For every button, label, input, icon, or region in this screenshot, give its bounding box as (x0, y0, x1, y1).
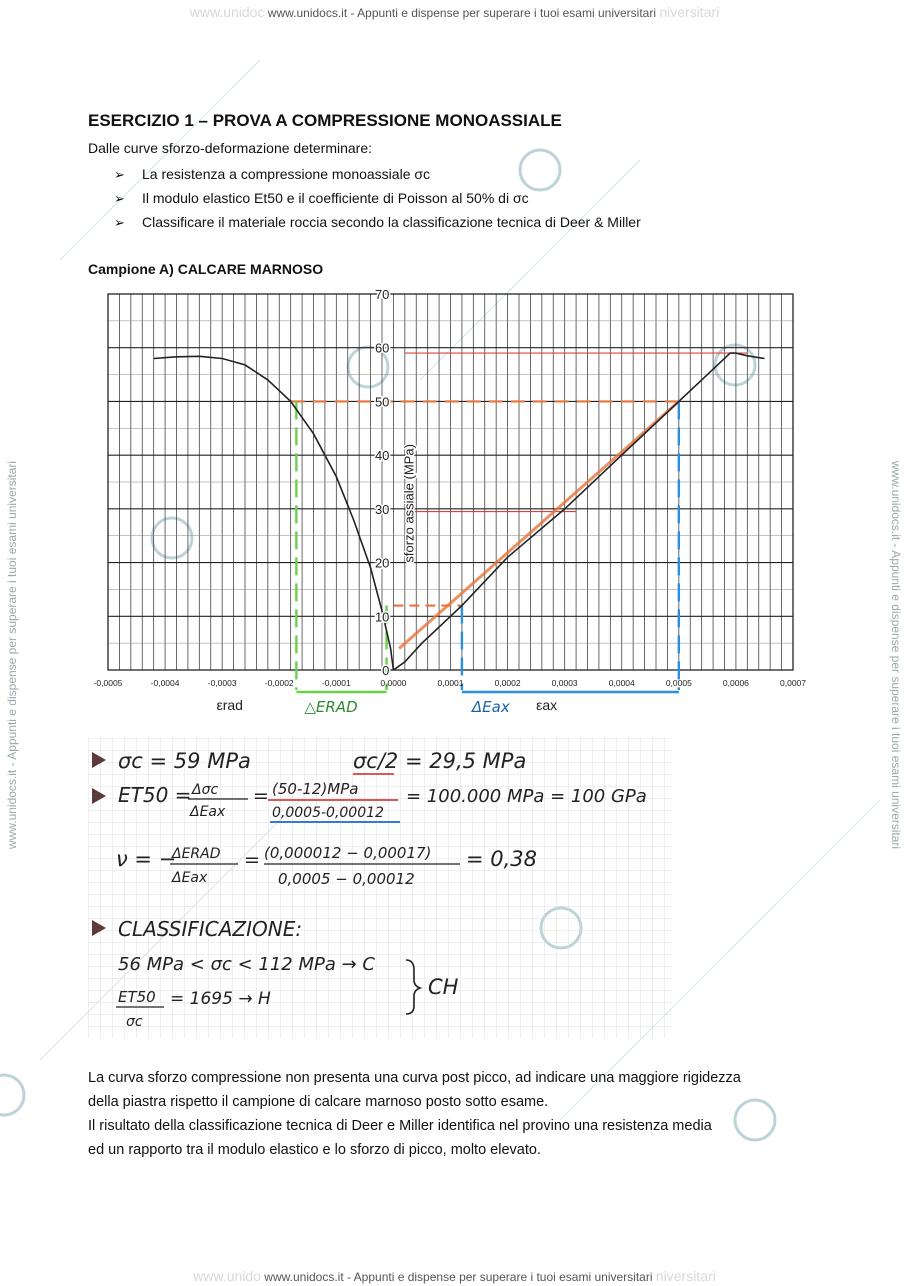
x-tick-label: -0,0001 (321, 678, 351, 688)
x-tick-label: -0,0002 (264, 678, 294, 688)
nu-num: (0,000012 − 0,00017) (264, 844, 432, 862)
y-tick-label: 30 (374, 501, 390, 517)
conclusion-text (88, 1066, 848, 1162)
exercise-title: ESERCIZIO 1 – PROVA A COMPRESSIONE MONOASSIALE (88, 111, 562, 130)
sigma-c-half: σc/2 = 29,5 MPa (353, 749, 527, 773)
y-tick-label: 50 (374, 394, 390, 410)
watermark-ghost-left: www.unido (193, 1268, 261, 1284)
x-tick-label: 0,0005 (665, 678, 692, 688)
task-list (114, 162, 641, 234)
watermark-side-left-text: www.unidocs.it - Appunti e dispense per superare i tuoi esami universitari (5, 460, 19, 850)
series-line-radial (154, 356, 394, 670)
sample-title: Campione A) CALCARE MARNOSO (88, 261, 324, 277)
et50-lhs: ET50 = (118, 783, 192, 807)
y-tick-label: 20 (374, 555, 390, 571)
watermark-ghost-left: www.unidoc (189, 4, 265, 20)
arrow-bullet-icon: ➢ (114, 167, 125, 182)
delta-ax-annotation: ΔEax (471, 698, 510, 716)
watermark-header-text: www.unidocs.it - Appunti e dispense per superare i tuoi esami universitari (267, 6, 656, 20)
classification-title: CLASSIFICAZIONE: (118, 917, 303, 941)
nu-den: 0,0005 − 0,00012 (278, 870, 415, 888)
et50-num: (50-12)MPa (272, 780, 359, 798)
watermark-footer (0, 1268, 909, 1284)
conclusion-line: Il risultato della classificazione tecnica di Deer e Miller identifica nel provino una resistenza media (88, 1118, 712, 1134)
watermark-logo-icon (0, 1075, 24, 1115)
x-tick-label: 0,0006 (722, 678, 749, 688)
et50-result: = 100.000 MPa = 100 GPa (406, 786, 647, 807)
x-tick-label: 0,0007 (780, 678, 806, 688)
task-item (114, 210, 641, 234)
nu-lhs: ν = − (116, 847, 177, 871)
y-tick-label: 60 (374, 340, 390, 356)
watermark-ghost-right: niversitari (655, 1268, 716, 1284)
x-tick-label: -0,0003 (207, 678, 237, 688)
equals-sign: = (244, 849, 260, 871)
arrow-bullet-icon: ➢ (114, 191, 125, 206)
y-tick-label: 0 (382, 663, 390, 678)
et50-frac-num: Δσc (192, 782, 219, 798)
x-tick-label: -0,0004 (150, 678, 180, 688)
task-text: Il modulo elastico Et50 e il coefficiente di Poisson al 50% di σc (142, 190, 529, 206)
x-tick-label: 0,0003 (551, 678, 578, 688)
conclusion-line: della piastra rispetto il campione di calcare marnoso posto sotto esame. (88, 1094, 549, 1110)
task-item (114, 186, 641, 210)
arrow-bullet-icon: ➢ (114, 215, 125, 230)
watermark-side-right-text: www.unidocs.it - Appunti e dispense per superare i tuoi esami universitari (889, 460, 903, 850)
classification-ratio: = 1695 → H (170, 989, 271, 1009)
nu-result: = 0,38 (466, 847, 538, 871)
x-tick-label: -0,0005 (93, 678, 123, 688)
y-tick-label: 70 (374, 287, 390, 302)
x-axis-label-rad: εrad (216, 697, 243, 713)
handwritten-solution (88, 738, 673, 1038)
classification-result: CH (428, 975, 459, 999)
x-tick-label: 0,0001 (437, 678, 464, 688)
equals-sign: = (253, 785, 269, 807)
chart-grid (108, 294, 793, 670)
classification-ratio-den: σc (126, 1014, 143, 1030)
nu-frac-num: ΔERAD (172, 846, 221, 862)
tangent-line (399, 401, 679, 648)
delta-rad-annotation: △ERAD (304, 698, 358, 716)
task-item (114, 162, 641, 186)
classification-ratio-num: ET50 (118, 988, 156, 1006)
sigma-c-result: σc = 59 MPa (118, 749, 251, 773)
et50-den: 0,0005-0,00012 (272, 805, 384, 821)
et50-frac-den: ΔEax (190, 804, 226, 820)
x-tick-label: 0,0004 (608, 678, 635, 688)
task-text: Classificare il materiale roccia secondo la classificazione tecnica di Deer & Miller (142, 214, 641, 230)
y-axis-label: sforzo assiale (MPa) (401, 444, 417, 563)
y-tick-label: 40 (374, 448, 390, 464)
conclusion-line: La curva sforzo compressione non presenta una curva post picco, ad indicare una maggiore rigidezza (88, 1070, 741, 1086)
watermark-footer-text: www.unidocs.it - Appunti e dispense per superare i tuoi esami universitari (264, 1270, 653, 1284)
classification-strength: 56 MPa < σc < 112 MPa → C (118, 954, 375, 975)
exercise-intro: Dalle curve sforzo-deformazione determinare: (88, 140, 373, 156)
nu-frac-den: ΔEax (172, 870, 208, 886)
x-tick-label: 0,0000 (380, 678, 407, 688)
y-tick-label: 10 (374, 609, 390, 625)
x-axis-label-ax: εax (536, 697, 558, 713)
x-tick-label: 0,0002 (494, 678, 521, 688)
chart-ticks (94, 287, 807, 688)
conclusion-line: ed un rapporto tra il modulo elastico e lo sforzo di picco, molto elevato. (88, 1142, 541, 1158)
watermark-ghost-right: niversitari (659, 4, 720, 20)
task-text: La resistenza a compressione monoassiale σc (142, 166, 431, 182)
stress-strain-chart (88, 286, 808, 722)
